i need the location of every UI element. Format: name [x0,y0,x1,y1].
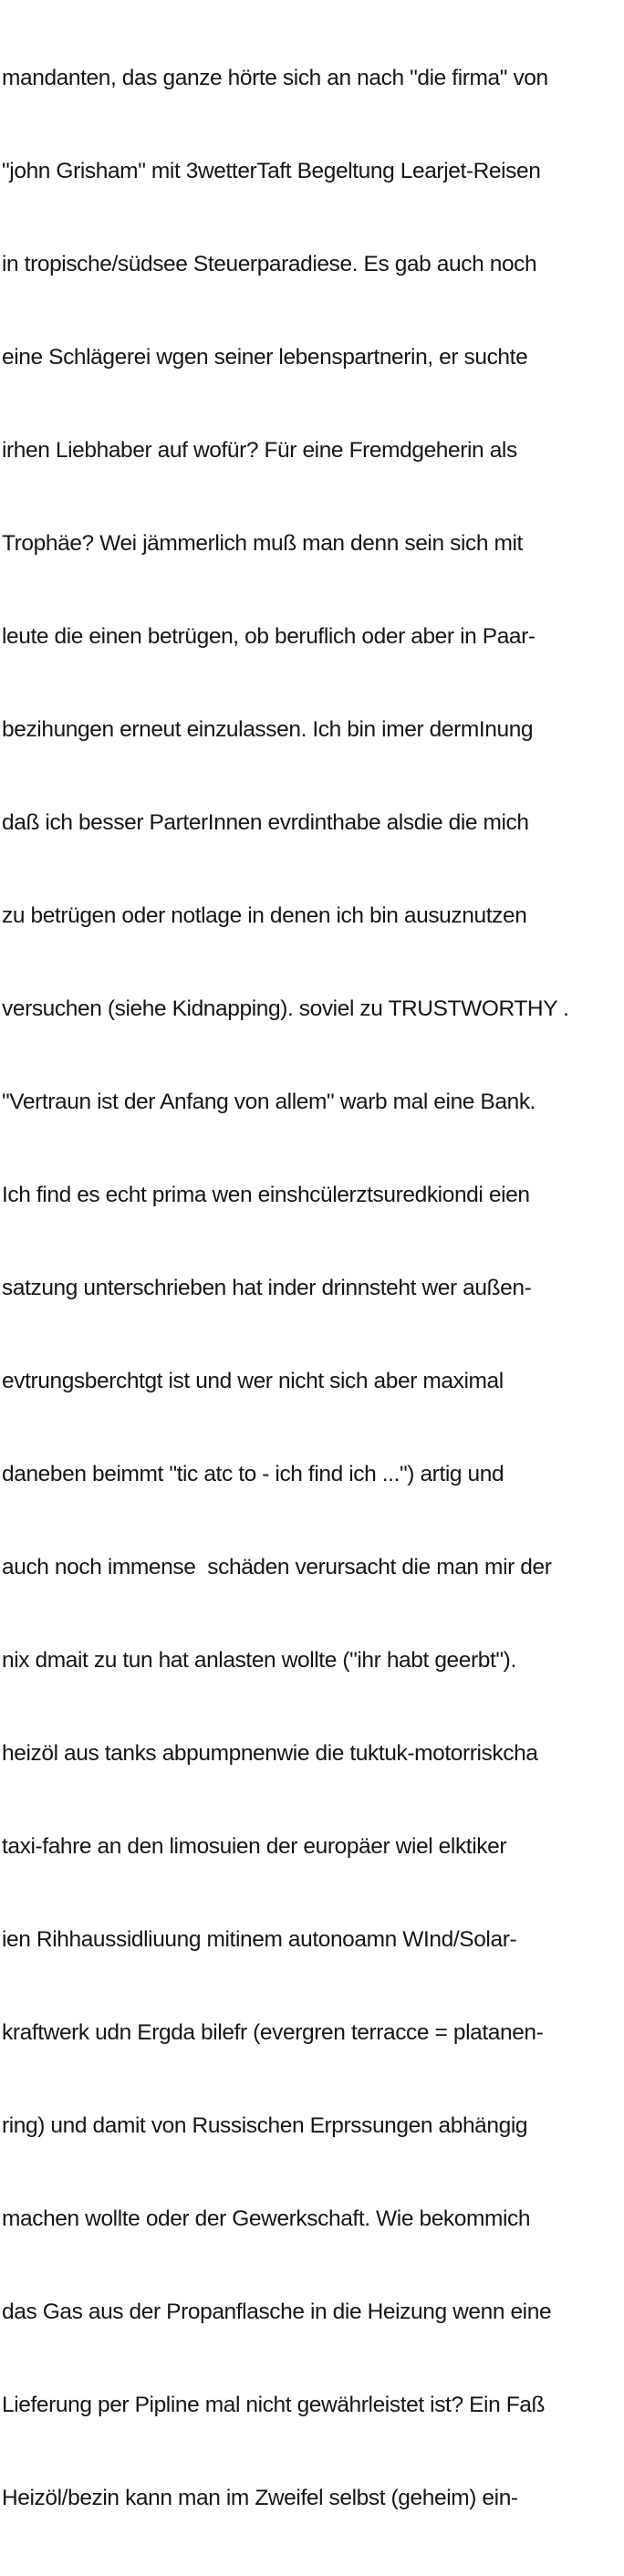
text-line: nix dmait zu tun hat anlasten wollte ("ihr habt geerbt"). [2,1648,516,1673]
text-body [2,1,624,2576]
text-line: mandanten, das ganze hörte sich an nach "die firma" von [2,66,548,90]
text-line: machen wollte oder der Gewerkschaft. Wie bekommich [2,2206,531,2231]
text-line: Trophäe? Wei jämmerlich muß man denn sein sich mit [2,531,523,556]
text-line: kraftwerk udn Ergda bilefr (evergren terracce = platanen- [2,2020,544,2045]
text-line: Lieferung per Pipline mal nicht gewährleistet ist? Ein Faß [2,2393,546,2417]
text-line: "john Grisham" mit 3wetterTaft Begeltung Learjet-Reisen [2,159,541,183]
text-line: ien Rihhaussidliuung mitinem autonoamn WInd/Solar- [2,1927,517,1952]
text-line: eine Schlägerei wgen seiner lebenspartnerin, er suchte [2,345,528,370]
text-line: Ich find es echt prima wen einshcülerztsuredkiondi eien [2,1183,530,1207]
text-line: in tropische/südsee Steuerparadiese. Es gab auch noch [2,252,537,276]
text-line: heizöl aus tanks abpumpnenwie die tuktuk-motorriskcha [2,1741,538,1766]
text-line: taxi-fahre an den limosuien der europäer wiel elktiker [2,1834,507,1859]
text-line: satzung unterschrieben hat inder drinnsteht wer außen- [2,1276,532,1300]
text-line: evtrungsberchtgt ist und wer nicht sich aber maximal [2,1369,504,1393]
text-line: das Gas aus der Propanflasche in die Heizung wenn eine [2,2300,552,2324]
text-line: Heizöl/bezin kann man im Zweifel selbst (geheim) ein- [2,2486,518,2510]
text-line: auch noch immense schäden verursacht die man mir der [2,1555,552,1580]
text-line: versuchen (siehe Kidnapping). soviel zu TRUSTWORTHY . [2,996,569,1021]
text-line: ring) und damit von Russischen Erprssungen abhängig [2,2113,528,2138]
text-line: irhen Liebhaber auf wofür? Für eine Fremdgeherin als [2,438,517,463]
text-line: bezihungen erneut einzulassen. Ich bin imer dermInung [2,717,534,742]
text-line: daneben beimmt "tic atc to - ich find ich ...") artig und [2,1462,504,1486]
text-line: daß ich besser ParterInnen evrdinthabe alsdie die mich [2,810,529,835]
text-line: leute die einen betrügen, ob beruflich oder aber in Paar- [2,624,536,649]
text-line: "Vertraun ist der Anfang von allem" warb mal eine Bank. [2,1090,536,1114]
text-line: zu betrügen oder notlage in denen ich bin ausuznutzen [2,903,527,928]
